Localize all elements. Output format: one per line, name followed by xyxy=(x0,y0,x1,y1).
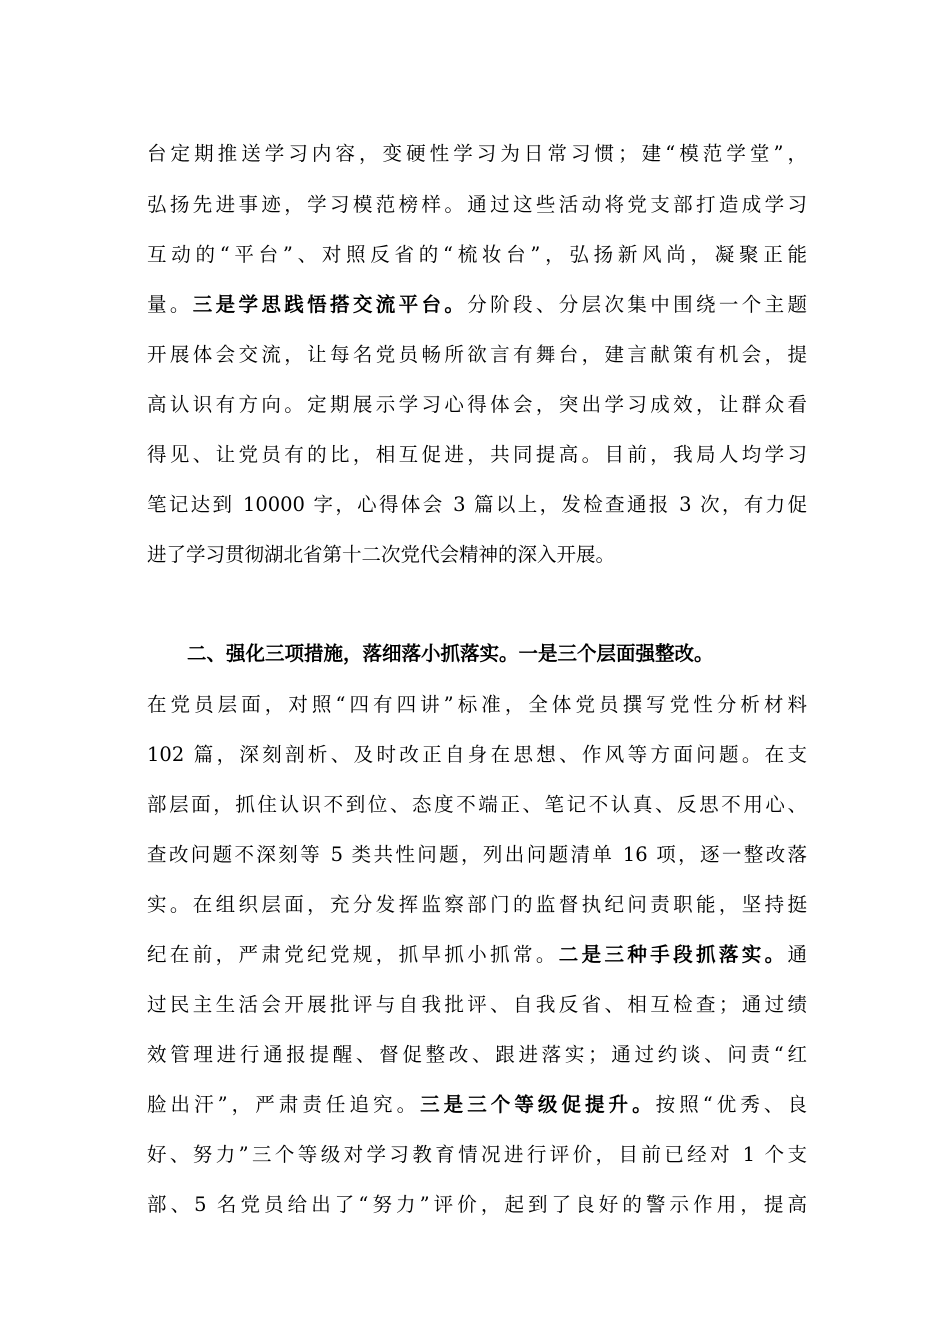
body-text: 实。在组织层面，充分发挥监察部门的监督执纪问责职能，坚持挺 xyxy=(147,893,807,916)
paragraph2-line-3 xyxy=(147,740,807,770)
paragraph1-line-3 xyxy=(147,240,807,270)
body-text: 高认识有方向。定期展示学习心得体会，突出学习成效，让群众看 xyxy=(147,393,807,416)
paragraph1-line-5 xyxy=(147,340,807,370)
paragraph2-line-7 xyxy=(147,940,807,970)
body-text: 进了学习贯彻湖北省第十二次党代会精神的深入开展。 xyxy=(147,543,616,566)
paragraph2-line-1 xyxy=(187,639,807,669)
paragraph1-line-7 xyxy=(147,440,807,470)
body-text: 量。 xyxy=(147,293,193,316)
paragraph1-line-4 xyxy=(147,290,807,320)
paragraph2-line-12 xyxy=(147,1190,807,1220)
body-text: 效管理进行通报提醒、督促整改、跟进落实；通过约谈、问责“红 xyxy=(147,1043,807,1066)
body-text: 分阶段、分层次集中围绕一个主题 xyxy=(467,293,807,316)
paragraph2-line-5 xyxy=(147,840,807,870)
paragraph2-line-10 xyxy=(147,1090,807,1120)
body-text: 好、努力”三个等级对学习教育情况进行评价，目前已经对 1 个支 xyxy=(147,1143,807,1166)
body-text: 部、5 名党员给出了“努力”评价，起到了良好的警示作用，提高 xyxy=(147,1193,807,1216)
bold-heading-text: 二是三种手段抓落实。 xyxy=(558,943,788,966)
paragraph1-line-1 xyxy=(147,139,807,169)
body-text: 笔记达到 10000 字，心得体会 3 篇以上，发检查通报 3 次，有力促 xyxy=(147,493,807,516)
body-text: 得见、让党员有的比，相互促进，共同提高。目前，我局人均学习 xyxy=(147,443,807,466)
paragraph1-line-9 xyxy=(147,540,807,570)
paragraph2-line-4 xyxy=(147,790,807,820)
body-text: 过民主生活会开展批评与自我批评、自我反省、相互检查；通过绩 xyxy=(147,993,807,1016)
body-text: 在党员层面，对照“四有四讲”标准，全体党员撰写党性分析材料 xyxy=(147,693,807,716)
bold-heading-text: 三是学思践悟搭交流平台。 xyxy=(192,293,468,316)
body-text: 脸出汗”，严肃责任追究。 xyxy=(147,1093,421,1116)
bold-heading-text: 三是三个等级促提升。 xyxy=(420,1093,656,1116)
body-text: 互动的“平台”、对照反省的“梳妆台”，弘扬新风尚，凝聚正能 xyxy=(147,243,807,266)
body-text: 查改问题不深刻等 5 类共性问题，列出问题清单 16 项，逐一整改落 xyxy=(147,843,807,866)
paragraph2-line-2 xyxy=(147,690,807,720)
paragraph1-line-2 xyxy=(147,190,807,220)
body-text: 102 篇，深刻剖析、及时改正自身在思想、作风等方面问题。在支 xyxy=(147,743,807,766)
paragraph2-line-11 xyxy=(147,1140,807,1170)
body-text: 纪在前，严肃党纪党规，抓早抓小抓常。 xyxy=(147,943,559,966)
paragraph1-line-8 xyxy=(147,490,807,520)
body-text: 台定期推送学习内容，变硬性学习为日常习惯；建“模范学堂”， xyxy=(147,142,807,165)
bold-heading-text: 二、强化三项措施，落细落小抓落实。一是三个层面强整改。 xyxy=(187,642,714,665)
body-text: 弘扬先进事迹，学习模范榜样。通过这些活动将党支部打造成学习 xyxy=(147,193,807,216)
paragraph2-line-9 xyxy=(147,1040,807,1070)
paragraph2-line-6 xyxy=(147,890,807,920)
paragraph2-line-8 xyxy=(147,990,807,1020)
body-text: 按照“优秀、良 xyxy=(655,1093,807,1116)
body-text: 通 xyxy=(787,943,807,966)
body-text: 开展体会交流，让每名党员畅所欲言有舞台，建言献策有机会，提 xyxy=(147,343,807,366)
body-text: 部层面，抓住认识不到位、态度不端正、笔记不认真、反思不用心、 xyxy=(147,793,807,816)
paragraph1-line-6 xyxy=(147,390,807,420)
